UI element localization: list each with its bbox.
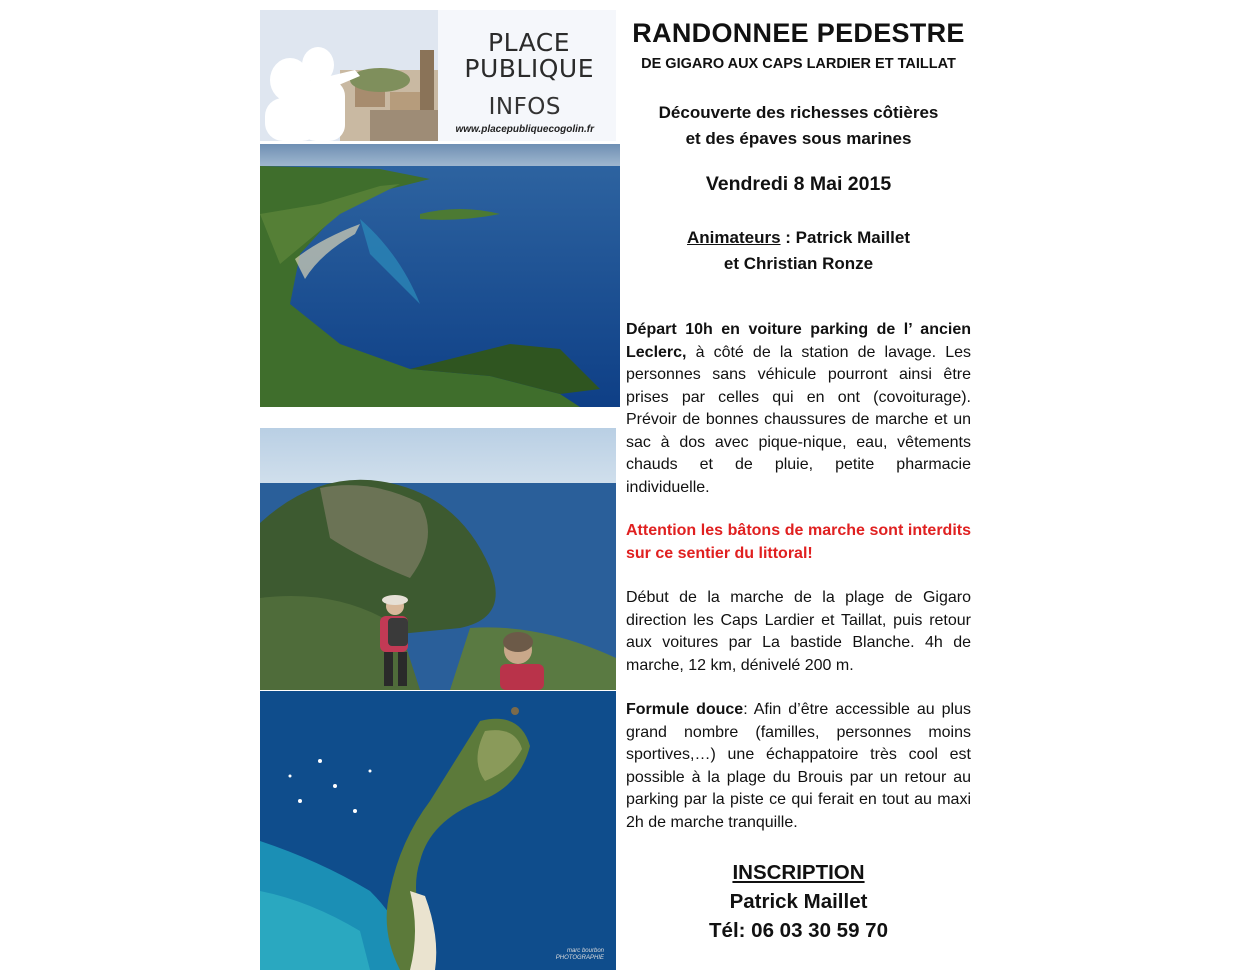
animateurs-label: Animateurs: [687, 228, 781, 247]
inscription-block: [626, 858, 971, 945]
brand-line-publique: PUBLIQUE: [464, 54, 594, 83]
inscription-label: INSCRIPTION: [732, 861, 865, 884]
brand-line-place: PLACE: [488, 28, 570, 57]
formule-douce-paragraph: [626, 699, 971, 834]
route-paragraph: Début de la marche de la plage de Gigaro direction les Caps Lardier et Taillat, puis retour aux voitures par La bastide Blanche. 4h de marche, 12 km, dénivelé 200 m.: [626, 589, 971, 674]
photographer-role: PHOTOGRAPHIE: [555, 955, 604, 961]
discovery-line-2: et des épaves sous marines: [685, 129, 912, 148]
departure-bold: Départ 10h en voiture parking de l’ ancien Leclerc,: [626, 321, 971, 361]
hikers-cape-photo: [260, 428, 616, 690]
departure-paragraph: [626, 319, 971, 499]
attention-warning: Attention les bâtons de marche sont interdits sur ce sentier du littoral!: [626, 522, 971, 562]
inscription-phone: Tél: 06 03 30 59 70: [709, 919, 888, 942]
website-url: www.placepubliquecogolin.fr: [455, 124, 594, 135]
photo-credit: [556, 948, 604, 962]
animateur-2: et Christian Ronze: [723, 254, 874, 273]
departure-text: à côté de la station de lavage. Les personnes sans véhicule pourront ainsi être prises par celles qui en ont (covoiturage). Prévoir de bonnes chaussures de marche et un sac à dos avec pique-nique, eau, vêtements chauds et de pluie, petite pharmacie individuelle.: [626, 343, 971, 496]
event-date: Vendredi 8 Mai 2015: [705, 173, 892, 195]
discovery-heading: [626, 100, 971, 152]
brand-line-infos: INFOS: [488, 94, 561, 120]
formule-text: : Afin d’être accessible au plus grand nombre (familles, personnes moins sportives,…) une échappatoire très cool est possible à la plage du Brouis par un retour au parking par la piste ce qui ferait en tout au maxi 2h de marche tranquille.: [626, 701, 972, 831]
formule-bold: Formule douce: [626, 701, 744, 718]
animateur-1: : Patrick Maillet: [780, 228, 910, 247]
animateurs-block: [626, 225, 971, 277]
place-publique-banner: [260, 10, 616, 141]
aerial-islet-photo: [260, 691, 616, 970]
inscription-name: Patrick Maillet: [729, 890, 868, 913]
route-subtitle: DE GIGARO AUX CAPS LARDIER ET TAILLAT: [641, 56, 956, 72]
discovery-line-1: Découverte des richesses côtières: [658, 103, 939, 122]
photographer-name: marc bourbon: [566, 948, 604, 954]
aerial-coast-photo: [260, 144, 620, 407]
page-title: RANDONNEE PEDESTRE: [632, 18, 965, 48]
